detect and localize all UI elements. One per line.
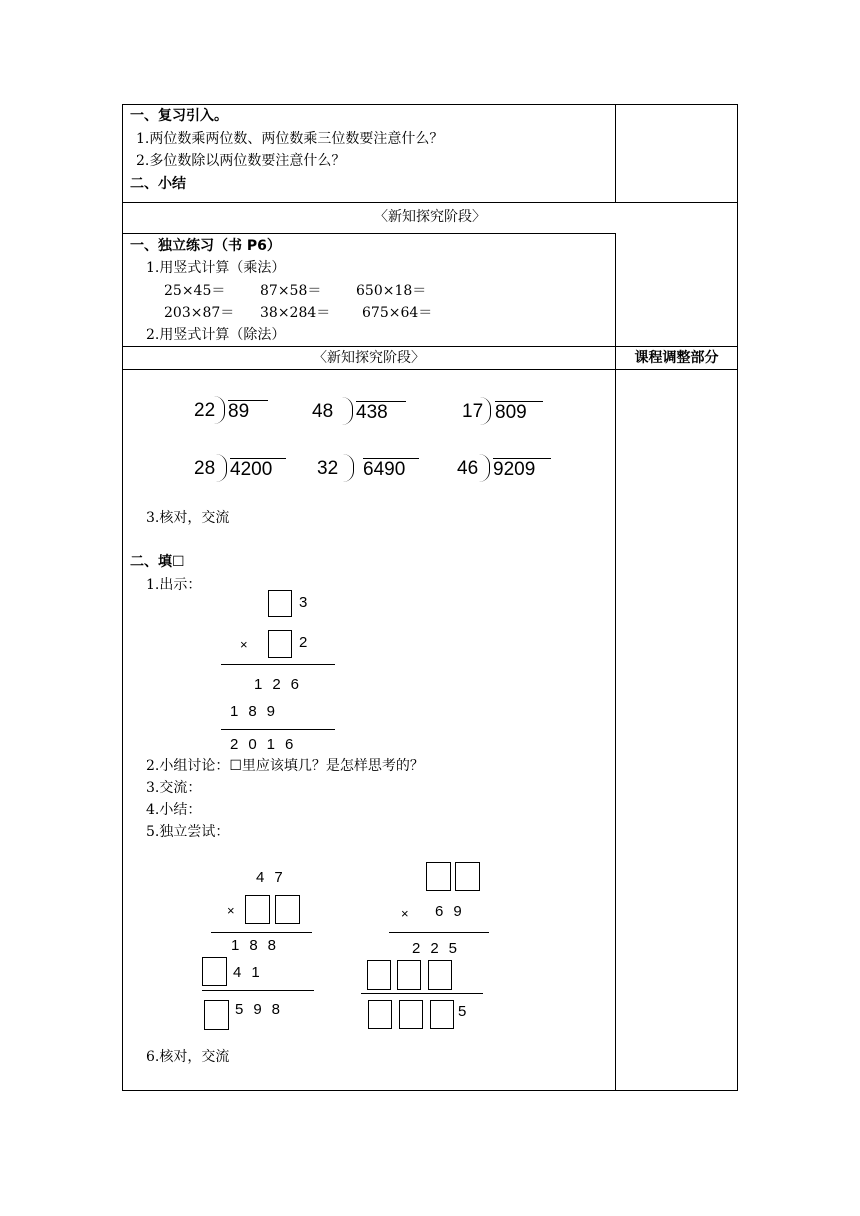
dividend: 809 [495,401,543,423]
division-bracket [480,397,491,425]
group-discussion: 2.小组讨论：☐里应该填几？是怎样思考的？ [146,758,424,774]
summary: 4.小结： [146,802,202,818]
independent-try: 5.独立尝试： [146,824,230,840]
puzzle-digit: 69 [435,903,472,920]
calc-line [361,993,483,994]
long-division [317,454,427,484]
mult-problem: 650×18＝ [356,283,427,299]
mult-problem: 25×45＝ [164,283,226,299]
division-bracket [216,454,227,482]
calc-line [221,664,335,665]
blank-box[interactable] [268,590,292,617]
blank-box[interactable] [204,1000,229,1030]
division-bracket [343,454,354,482]
blank-box[interactable] [268,630,292,658]
calc-line [211,932,312,933]
product-result: 5 [458,1003,477,1020]
practice-heading: 一、独立练习（书 P6） [130,238,281,254]
partial-product: 41 [233,964,270,981]
long-division [312,397,412,427]
division-bracket [342,397,353,425]
row-divider [122,346,738,347]
times-sign: × [240,637,258,652]
dividend: 89 [228,400,268,422]
row-divider [122,369,738,370]
mult-problem: 38×284＝ [260,305,331,321]
product-result: 2016 [230,736,304,753]
blank-box[interactable] [455,862,480,891]
mult-problem: 675×64＝ [362,305,433,321]
table-border-bottom [122,1090,738,1091]
partial-product: 189 [230,703,286,720]
row-divider [122,202,738,203]
column-divider [615,104,616,203]
calc-line [202,990,314,991]
dividend: 4200 [230,458,286,480]
divisor: 48 [312,401,334,422]
mult-problem: 87×58＝ [260,283,322,299]
table-border-left [122,104,123,1091]
partial-product: 126 [254,676,310,693]
blank-box[interactable] [399,1000,423,1029]
row-divider [122,233,616,234]
blank-box[interactable] [202,957,227,986]
calc-line [389,932,489,933]
blank-box[interactable] [426,862,451,891]
puzzle-digit: 3 [299,594,318,611]
divisor: 32 [317,458,339,479]
blank-box[interactable] [275,895,300,924]
review-heading: 一、复习引入。 [130,108,228,124]
divisor: 22 [194,400,216,421]
stage-header: 〈新知探究阶段〉 [313,350,425,366]
fill-heading: 二、填☐ [130,554,185,570]
long-division [194,396,284,426]
partial-product: 225 [412,940,468,957]
calc-line [221,729,335,730]
exchange: 3.交流： [146,780,202,796]
divisor: 46 [457,458,479,479]
divisor: 17 [462,401,484,422]
divisor: 28 [194,458,216,479]
dividend: 6490 [363,458,419,480]
blank-box[interactable] [367,960,391,990]
dividend: 438 [356,401,406,423]
fill-show: 1.出示： [146,577,202,593]
division-bracket [479,454,490,482]
review-question-2: 2.多位数除以两位数要注意什么？ [136,153,346,169]
blank-box[interactable] [245,895,270,924]
times-sign: × [227,903,245,918]
blank-box[interactable] [428,960,452,990]
practice-item-2: 2.用竖式计算（除法） [146,327,286,343]
blank-box[interactable] [430,1000,454,1029]
puzzle-digit: 47 [256,869,293,886]
practice-item-1: 1.用竖式计算（乘法） [146,260,286,276]
partial-product: 188 [231,937,287,954]
product-result: 598 [235,1001,291,1018]
mult-problem: 203×87＝ [164,305,235,321]
review-question-1: 1.两位数乘两位数、两位数乘三位数要注意什么？ [136,131,444,147]
division-bracket [214,396,225,424]
blank-box[interactable] [397,960,421,990]
dividend: 9209 [493,458,551,480]
long-division [194,454,304,484]
table-border-right [737,104,738,1091]
blank-box[interactable] [368,1000,392,1029]
table-border-top [122,104,738,105]
times-sign: × [401,906,419,921]
check-and-discuss: 3.核对，交流 [146,510,230,526]
long-division [457,454,567,484]
stage-header: 〈新知探究阶段〉 [374,209,486,225]
long-division [462,397,562,427]
puzzle-digit: 2 [299,634,318,651]
side-column-header: 课程调整部分 [634,350,719,366]
check-and-discuss: 6.核对，交流 [146,1049,230,1065]
summary-heading: 二、小结 [130,176,186,192]
